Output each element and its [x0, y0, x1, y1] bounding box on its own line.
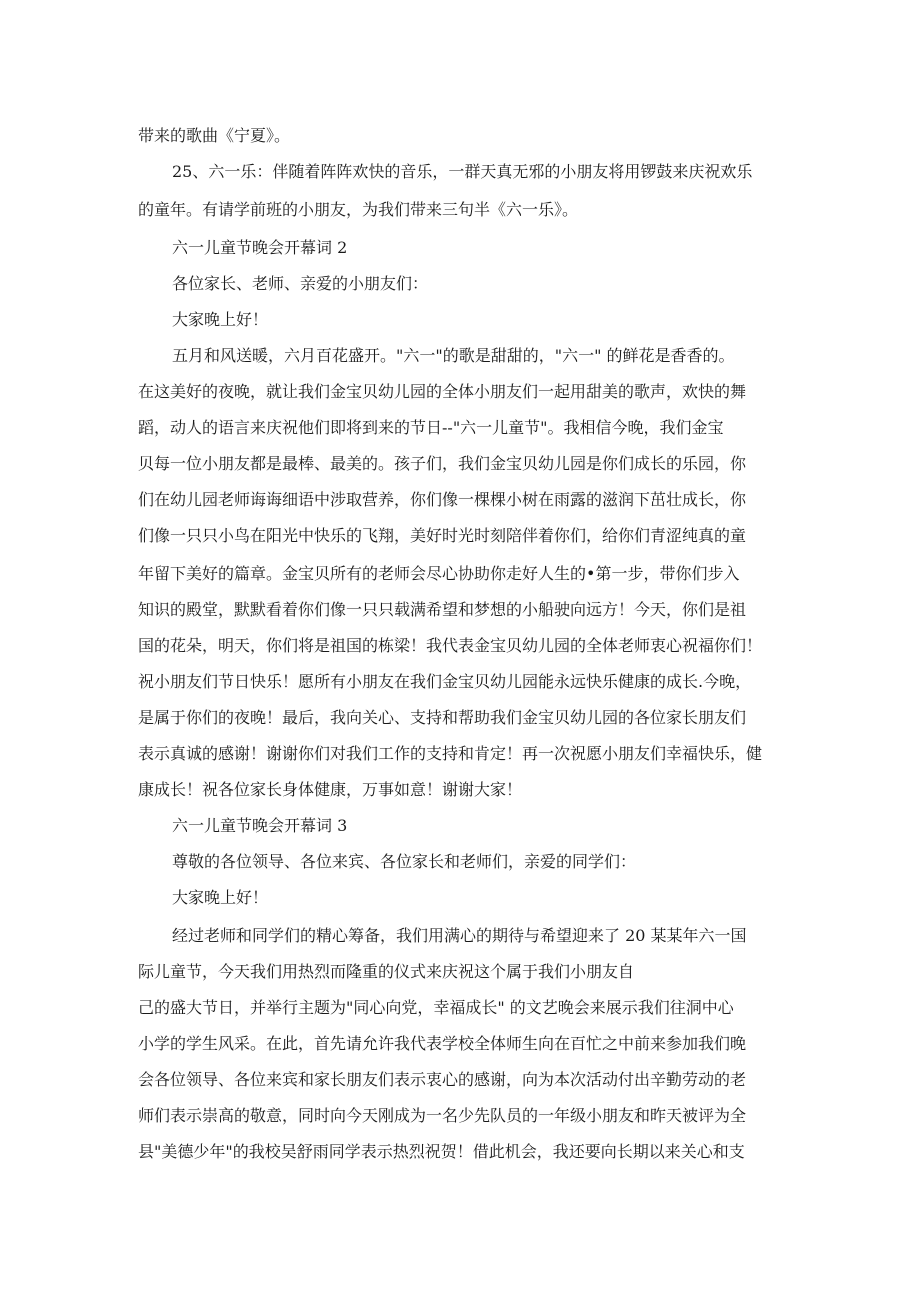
text-line: 年留下美好的篇章。金宝贝所有的老师会尽心协助你走好人生的•第一步，带你们步入	[138, 564, 740, 583]
text-line: 25、六一乐：伴随着阵阵欢快的音乐，一群天真无邪的小朋友将用锣鼓来庆祝欢乐	[172, 162, 753, 181]
text-line: 康成长！祝各位家长身体健康，万事如意！谢谢大家！	[138, 780, 523, 799]
text-line: 际儿童节，今天我们用热烈而隆重的仪式来庆祝这个属于我们小朋友自	[138, 962, 635, 981]
text-line: 是属于你们的夜晚！最后，我向关心、支持和帮助我们金宝贝幼儿园的各位家长朋友们	[138, 708, 747, 727]
text-line: 知识的殿堂，默默看着你们像一只只载满希望和梦想的小船驶向远方！今天，你们是祖	[138, 600, 747, 619]
text-line: 大家晚上好！	[172, 888, 269, 907]
text-line: 祝小朋友们节日快乐！愿所有小朋友在我们金宝贝幼儿园能永远快乐健康的成长.今晚，	[138, 672, 752, 691]
text-line: 在这美好的夜晚，就让我们金宝贝幼儿园的全体小朋友们一起用甜美的歌声，欢快的舞	[138, 382, 747, 401]
text-line: 带来的歌曲《宁夏》。	[138, 126, 291, 145]
text-line: 贝每一位小朋友都是最棒、最美的。孩子们，我们金宝贝幼儿园是你们成长的乐园，你	[138, 454, 747, 473]
text-line: 大家晚上好！	[172, 310, 269, 329]
text-line: 国的花朵，明天，你们将是祖国的栋梁！我代表金宝贝幼儿园的全体老师衷心祝福你们！	[138, 636, 763, 655]
text-line: 们在幼儿园老师诲诲细语中涉取营养，你们像一棵棵小树在雨露的滋润下茁壮成长，你	[138, 490, 747, 509]
text-line: 的童年。有请学前班的小朋友，为我们带来三句半《六一乐》。	[138, 200, 579, 219]
text-line: 县"美德少年"的我校吴舒雨同学表示热烈祝贺！借此机会，我还要向长期以来关心和支	[138, 1142, 745, 1161]
text-line: 经过老师和同学们的精心筹备，我们用满心的期待与希望迎来了 20 某某年六一国	[172, 926, 747, 945]
text-line: 尊敬的各位领导、各位来宾、各位家长和老师们，亲爱的同学们：	[172, 852, 637, 871]
section-heading: 六一儿童节晚会开幕词 2	[172, 238, 348, 257]
text-line: 小学的学生风采。在此，首先请允许我代表学校全体师生向在百忙之中前来参加我们晚	[138, 1034, 747, 1053]
text-line: 们像一只只小鸟在阳光中快乐的飞翔，美好时光时刻陪伴着你们，给你们青涩纯真的童	[138, 526, 747, 545]
text-line: 表示真诚的感谢！谢谢你们对我们工作的支持和肯定！再一次祝愿小朋友们幸福快乐，健	[138, 744, 763, 763]
text-line: 己的盛大节日，并举行主题为"同心向党，幸福成长" 的文艺晚会来展示我们往洞中心	[138, 998, 734, 1017]
text-line: 师们表示崇高的敬意，同时向今天刚成为一名少先队员的一年级小朋友和昨天被评为全	[138, 1106, 747, 1125]
text-line: 会各位领导、各位来宾和家长朋友们表示衷心的感谢，向为本次活动付出辛勤劳动的老	[138, 1070, 747, 1089]
section-heading: 六一儿童节晚会开幕词 3	[172, 816, 348, 835]
text-line: 各位家长、老师、亲爱的小朋友们：	[172, 274, 429, 293]
text-line: 蹈，动人的语言来庆祝他们即将到来的节日--"六一儿童节"。我相信今晚，我们金宝	[138, 418, 724, 437]
text-line: 五月和风送暖，六月百花盛开。"六一"的歌是甜甜的，"六一" 的鲜花是香香的。	[172, 346, 735, 365]
